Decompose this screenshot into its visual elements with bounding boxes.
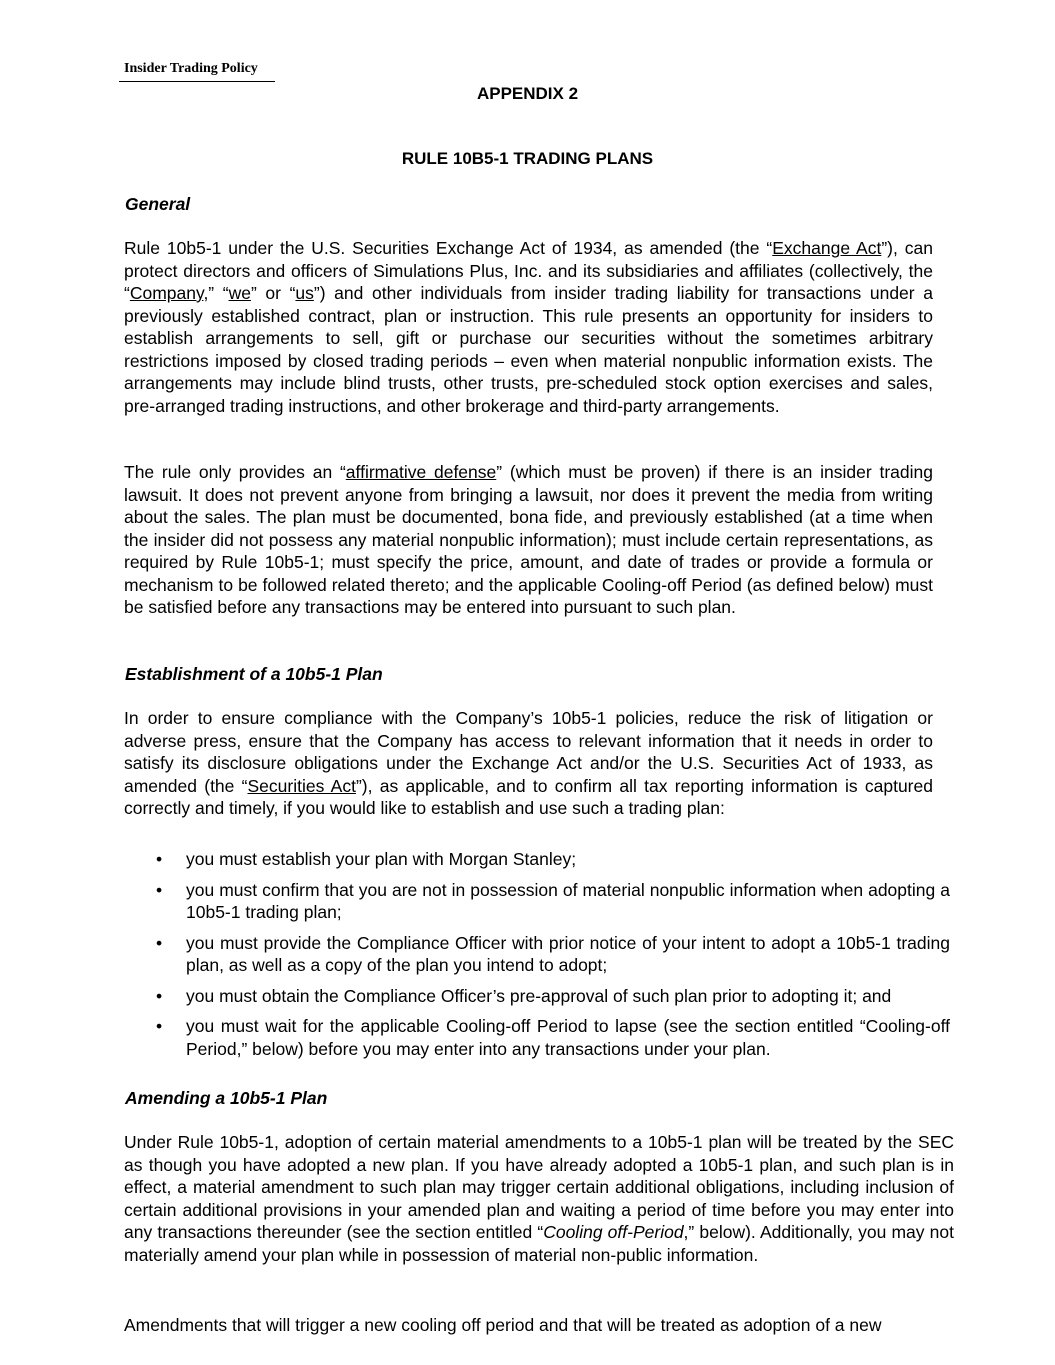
list-item: • you must obtain the Compliance Officer’s pre-approval of such plan prior to adopting it; and (156, 985, 892, 1006)
page-title: RULE 10B5-1 TRADING PLANS (401, 149, 654, 168)
general-paragraph-1: Rule 10b5-1 under the U.S. Securities Exchange Act of 1934, as amended (the “Exchange Act”), can protect directors and officers of Simulations Plus, Inc. and its subsidiaries and affiliates (collectively, the “Company,” “we” or “us”) and other individuals from insider trading liability for transactions under a previously established contract, plan or instruction. This rule presents an opportunity for insiders to establish arrangements to sell, gift or purchase our securities without the sometimes arbitrary restrictions imposed by closed trading periods – even when material nonpublic information exists. The arrangements may include blind trusts, other trusts, pre-scheduled stock option exercises and sales, pre-arranged trading instructions, and other brokerage and third-party arrangements. (124, 238, 933, 416)
general-paragraph-2: The rule only provides an “affirmative defense” (which must be proven) if there is an insider trading lawsuit. It does not prevent anyone from bringing a lawsuit, nor does it prevent the media from writing about the sales. The plan must be documented, bona fide, and previously established (at a time when the insider did not possess any material nonpublic information); must include certain representations, as required by Rule 10b5-1; must specify the price, amount, and date of trades or provide a formula or mechanism to be followed related thereto; and the applicable Cooling-off Period (as defined below) must be satisfied before any transactions may be entered into pursuant to such plan. (124, 462, 933, 617)
defined-term-securities-act: Securities Act (247, 775, 356, 796)
defined-term-us: us (295, 283, 314, 303)
appendix-title: APPENDIX 2 (476, 84, 579, 103)
list-item: • you must wait for the applicable Cooling-off Period to lapse (see the section entitled “Cooling-off Period,” below) before you may enter into any transactions under your plan. (156, 1016, 950, 1059)
defined-term-exchange-act: Exchange Act (772, 238, 882, 258)
establishment-paragraph-1: In order to ensure compliance with the Company’s 10b5-1 policies, reduce the risk of litigation or adverse press, ensure that the Company has access to relevant information that it needs in order to satisfy its disclosure obligations under the Exchange Act and/or the U.S. Securities Act of 1933, as amended (the “Securities Act”), as applicable, and to confirm all tax reporting information is captured correctly and timely, if you would like to establish and use such a trading plan: (124, 708, 933, 818)
list-item: • you must confirm that you are not in possession of material nonpublic information when adopting a 10b5-1 trading plan; (156, 879, 950, 922)
section-heading-amending: Amending a 10b5-1 Plan (125, 1088, 328, 1108)
section-heading-establishment: Establishment of a 10b5-1 Plan (125, 664, 383, 684)
bullet-icon: • (156, 849, 163, 869)
cross-reference-cooling-off: Cooling off-Period (543, 1222, 684, 1242)
bullet-icon: • (156, 879, 163, 900)
section-heading-general: General (125, 194, 191, 214)
defined-term-company: Company (129, 283, 204, 303)
list-item: • you must provide the Compliance Officer with prior notice of your intent to adopt a 10b5-1 trading plan, as well as a copy of the plan you intend to adopt; (156, 932, 950, 975)
bullet-icon: • (156, 985, 163, 1006)
establishment-requirements-list (124, 848, 950, 1068)
running-header: Insider Trading Policy (119, 60, 275, 82)
defined-term-affirmative-defense: affirmative defense (345, 462, 497, 482)
bullet-icon: • (156, 932, 163, 953)
amending-paragraph-1: Under Rule 10b5-1, adoption of certain material amendments to a 10b5-1 plan will be treated by the SEC as though you have adopted a new plan. If you have already adopted a 10b5-1 plan, and such plan is in effect, a material amendment to such plan may trigger certain additional obligations, including inclusion of certain additional provisions in your amended plan and waiting a period of time before you may enter into any transactions thereunder (see the section entitled “Cooling off-Period,” below). Additionally, you may not materially amend your plan while in possession of material non-public information. (124, 1132, 954, 1265)
list-item: • you must establish your plan with Morgan Stanley; (156, 849, 577, 869)
bullet-icon: • (156, 1016, 163, 1036)
defined-term-we: we (228, 283, 251, 303)
amending-paragraph-2: Amendments that will trigger a new cooling off period and that will be treated as adoption of a new (124, 1315, 882, 1335)
